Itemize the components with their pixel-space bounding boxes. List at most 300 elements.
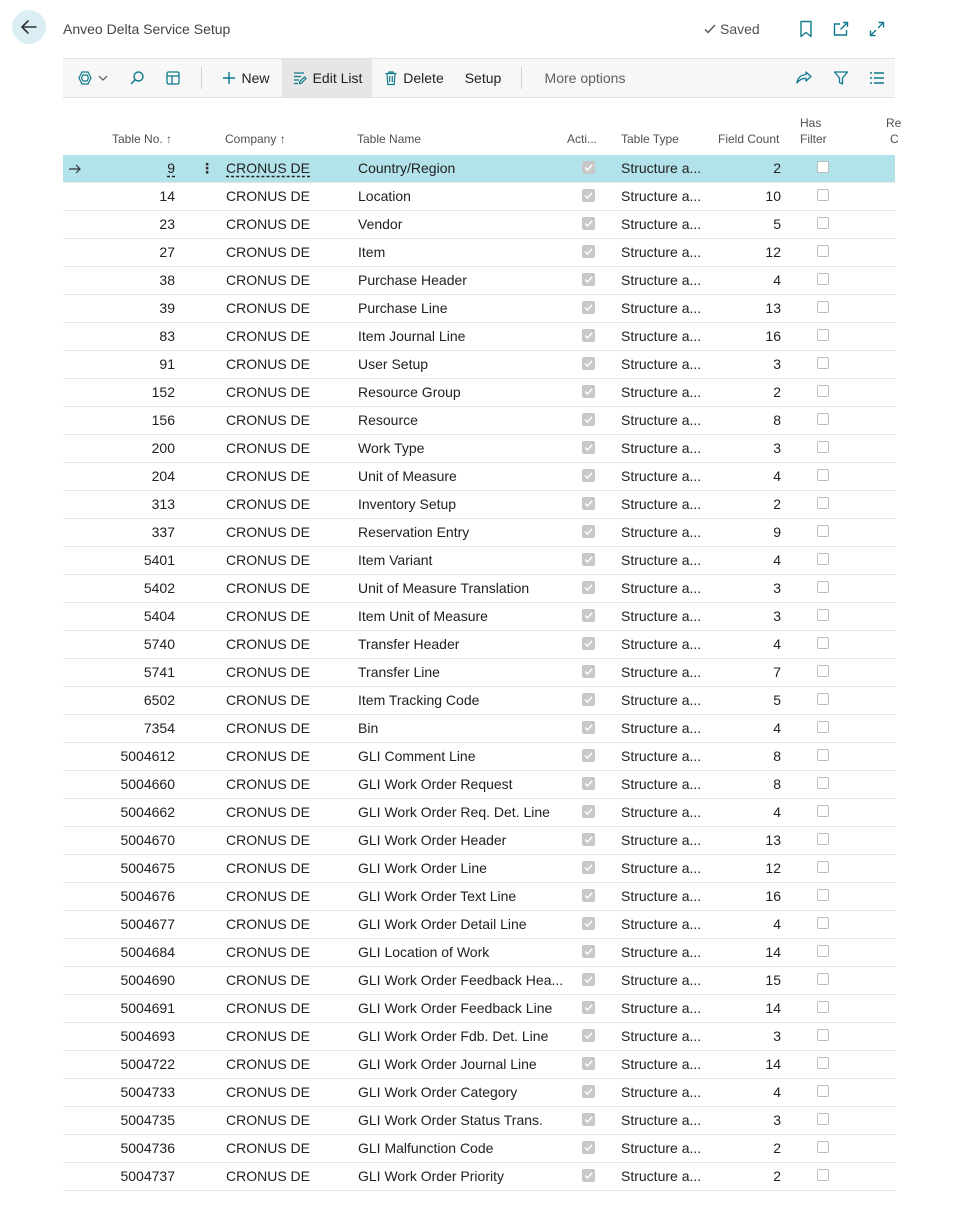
has-filter-checkbox[interactable] <box>817 301 829 313</box>
expand-button[interactable] <box>866 18 888 40</box>
cell-table-type[interactable]: Structure a... <box>621 160 702 176</box>
table-row[interactable] <box>63 967 895 995</box>
cell-table-name[interactable]: Item <box>358 244 386 260</box>
cell-table-type[interactable]: Structure a... <box>621 1028 702 1044</box>
has-filter-checkbox[interactable] <box>817 1169 829 1181</box>
cell-table-name[interactable]: GLI Work Order Header <box>358 832 507 848</box>
cell-table-name[interactable]: Transfer Header <box>358 636 460 652</box>
cell-table-no[interactable]: 5004612 <box>120 748 175 764</box>
cell-company[interactable]: CRONUS DE <box>226 944 311 960</box>
table-row[interactable] <box>63 379 895 407</box>
cell-field-count[interactable]: 4 <box>773 272 781 288</box>
cell-field-count[interactable]: 13 <box>765 832 781 848</box>
cell-company[interactable]: CRONUS DE <box>226 832 311 848</box>
cell-table-no[interactable]: 204 <box>151 468 175 484</box>
has-filter-checkbox[interactable] <box>817 385 829 397</box>
has-filter-checkbox[interactable] <box>817 497 829 509</box>
cell-table-no[interactable]: 5004662 <box>120 804 175 820</box>
active-checkbox <box>582 637 595 650</box>
cell-company[interactable]: CRONUS DE <box>226 524 311 540</box>
has-filter-checkbox[interactable] <box>817 637 829 649</box>
cell-table-type[interactable]: Structure a... <box>621 188 702 204</box>
cell-table-type[interactable]: Structure a... <box>621 300 702 316</box>
cell-field-count[interactable]: 3 <box>773 440 781 456</box>
cell-table-no[interactable]: 200 <box>151 440 175 456</box>
cell-table-name[interactable]: Transfer Line <box>358 664 440 680</box>
cell-field-count[interactable]: 2 <box>773 1168 781 1184</box>
has-filter-checkbox[interactable] <box>817 1057 829 1069</box>
table-row[interactable] <box>63 1051 895 1079</box>
cell-table-name[interactable]: Vendor <box>358 216 403 232</box>
has-filter-checkbox[interactable] <box>817 1001 829 1013</box>
table-row[interactable] <box>63 239 895 267</box>
cell-table-name[interactable]: GLI Work Order Status Trans. <box>358 1112 543 1128</box>
filter-button[interactable] <box>829 59 853 97</box>
table-row[interactable] <box>63 435 895 463</box>
cell-table-name[interactable]: GLI Work Order Fdb. Det. Line <box>358 1028 549 1044</box>
cell-table-name[interactable]: GLI Work Order Detail Line <box>358 916 527 932</box>
cell-company[interactable]: CRONUS DE <box>226 860 311 876</box>
cell-table-type[interactable]: Structure a... <box>621 328 702 344</box>
cell-table-name[interactable]: GLI Work Order Priority <box>358 1168 504 1184</box>
layout-button[interactable] <box>161 59 185 97</box>
table-row[interactable] <box>63 575 895 603</box>
has-filter-checkbox[interactable] <box>817 329 829 341</box>
cell-table-type[interactable]: Structure a... <box>621 888 702 904</box>
cell-field-count[interactable]: 14 <box>765 1056 781 1072</box>
new-button[interactable] <box>215 59 277 97</box>
cell-table-type[interactable]: Structure a... <box>621 916 702 932</box>
open-new-window-button[interactable] <box>830 18 852 40</box>
table-row[interactable] <box>63 855 895 883</box>
cell-table-name[interactable]: GLI Work Order Req. Det. Line <box>358 804 550 820</box>
copilot-button[interactable] <box>73 59 111 97</box>
cell-field-count[interactable]: 2 <box>773 384 781 400</box>
cell-table-type[interactable]: Structure a... <box>621 972 702 988</box>
has-filter-checkbox[interactable] <box>817 413 829 425</box>
cell-table-type[interactable]: Structure a... <box>621 272 702 288</box>
cell-field-count[interactable]: 3 <box>773 356 781 372</box>
col-header-has-filter-line1[interactable]: Has <box>800 116 822 130</box>
cell-table-no[interactable]: 23 <box>159 216 175 232</box>
back-button[interactable] <box>12 10 46 44</box>
saved-status <box>703 21 760 37</box>
cell-table-type[interactable]: Structure a... <box>621 1000 702 1016</box>
has-filter-checkbox[interactable] <box>817 525 829 537</box>
cell-table-no[interactable]: 5004670 <box>120 832 175 848</box>
cell-table-no[interactable]: 5004737 <box>120 1168 175 1184</box>
has-filter-checkbox[interactable] <box>817 945 829 957</box>
table-row[interactable] <box>63 799 895 827</box>
cell-table-type[interactable]: Structure a... <box>621 804 702 820</box>
cell-field-count[interactable]: 4 <box>773 1084 781 1100</box>
table-row[interactable] <box>63 743 895 771</box>
cell-table-no[interactable]: 5740 <box>143 636 175 652</box>
cell-company[interactable]: CRONUS DE <box>226 972 311 988</box>
cell-table-name[interactable]: GLI Work Order Text Line <box>358 888 517 904</box>
search-icon <box>129 70 145 86</box>
cell-table-name[interactable]: GLI Comment Line <box>358 748 476 764</box>
cell-field-count[interactable]: 8 <box>773 412 781 428</box>
delete-button[interactable] <box>379 59 449 97</box>
cell-company[interactable]: CRONUS DE <box>226 468 311 484</box>
cell-table-no[interactable]: 5004675 <box>120 860 175 876</box>
cell-table-no[interactable]: 38 <box>159 272 175 288</box>
has-filter-checkbox[interactable] <box>817 665 829 677</box>
cell-table-name[interactable]: Reservation Entry <box>358 524 470 540</box>
cell-table-name[interactable]: User Setup <box>358 356 429 372</box>
cell-table-name[interactable]: GLI Work Order Feedback Hea... <box>358 972 564 988</box>
chevron-down-icon <box>98 74 108 82</box>
has-filter-checkbox[interactable] <box>817 441 829 453</box>
cell-table-no[interactable]: 5004691 <box>120 1000 175 1016</box>
cell-table-type[interactable]: Structure a... <box>621 1056 702 1072</box>
more-options-button[interactable] <box>535 59 635 97</box>
cell-table-type[interactable]: Structure a... <box>621 244 702 260</box>
share-button[interactable] <box>791 59 817 97</box>
cell-table-name[interactable]: GLI Malfunction Code <box>358 1140 494 1156</box>
cell-field-count[interactable]: 10 <box>765 188 781 204</box>
col-header-has-filter-line2[interactable]: Filter <box>800 132 827 146</box>
cell-table-name[interactable]: GLI Work Order Feedback Line <box>358 1000 553 1016</box>
cell-field-count[interactable]: 9 <box>773 524 781 540</box>
cell-company[interactable]: CRONUS DE <box>226 636 311 652</box>
has-filter-checkbox[interactable] <box>817 721 829 733</box>
cell-company[interactable]: CRONUS DE <box>226 328 311 344</box>
cell-table-no[interactable]: 5004736 <box>120 1140 175 1156</box>
cell-table-type[interactable]: Structure a... <box>621 468 702 484</box>
cell-field-count[interactable]: 14 <box>765 1000 781 1016</box>
cell-company[interactable]: CRONUS DE <box>226 1140 311 1156</box>
cell-table-name[interactable]: Bin <box>358 720 379 736</box>
cell-field-count[interactable]: 4 <box>773 804 781 820</box>
table-row[interactable] <box>63 827 895 855</box>
cell-table-no[interactable]: 313 <box>151 496 175 512</box>
table-row[interactable] <box>63 659 895 687</box>
col-header-table-type[interactable]: Table Type <box>621 132 679 146</box>
table-row[interactable] <box>63 295 895 323</box>
cell-table-name[interactable]: GLI Work Order Category <box>358 1084 518 1100</box>
cell-table-no[interactable]: 9 <box>167 160 175 176</box>
table-row[interactable] <box>63 547 895 575</box>
cell-table-type[interactable]: Structure a... <box>621 440 702 456</box>
has-filter-checkbox[interactable] <box>817 889 829 901</box>
cell-table-type[interactable]: Structure a... <box>621 1112 702 1128</box>
cell-table-no[interactable]: 14 <box>159 188 175 204</box>
table-row[interactable] <box>63 351 895 379</box>
cell-table-type[interactable]: Structure a... <box>621 664 702 680</box>
cell-field-count[interactable]: 2 <box>773 496 781 512</box>
cell-field-count[interactable]: 4 <box>773 468 781 484</box>
cell-field-count[interactable]: 5 <box>773 216 781 232</box>
cell-company[interactable]: CRONUS DE <box>226 272 311 288</box>
has-filter-checkbox[interactable] <box>817 161 829 173</box>
cell-table-type[interactable]: Structure a... <box>621 944 702 960</box>
edit-list-button[interactable] <box>282 59 372 97</box>
table-row[interactable] <box>63 911 895 939</box>
has-filter-checkbox[interactable] <box>817 1029 829 1041</box>
has-filter-checkbox[interactable] <box>817 861 829 873</box>
has-filter-checkbox[interactable] <box>817 1113 829 1125</box>
cell-company[interactable]: CRONUS DE <box>226 216 311 232</box>
cell-table-type[interactable]: Structure a... <box>621 1168 702 1184</box>
cell-table-type[interactable]: Structure a... <box>621 608 702 624</box>
has-filter-checkbox[interactable] <box>817 973 829 985</box>
ellipsis-vertical-icon[interactable]: ⋮ <box>200 160 214 176</box>
cell-table-no[interactable]: 7354 <box>143 720 175 736</box>
cell-company[interactable]: CRONUS DE <box>226 440 311 456</box>
table-row[interactable] <box>63 939 895 967</box>
cell-table-no[interactable]: 152 <box>151 384 175 400</box>
cell-field-count[interactable]: 4 <box>773 720 781 736</box>
cell-table-no[interactable]: 5004693 <box>120 1028 175 1044</box>
cell-company[interactable]: CRONUS DE <box>226 244 311 260</box>
has-filter-checkbox[interactable] <box>817 609 829 621</box>
cell-table-type[interactable]: Structure a... <box>621 748 702 764</box>
cell-company[interactable]: CRONUS DE <box>226 1028 311 1044</box>
edit-list-label: Edit List <box>312 70 363 86</box>
cell-company[interactable]: CRONUS DE <box>226 748 311 764</box>
has-filter-checkbox[interactable] <box>817 1085 829 1097</box>
cell-table-type[interactable]: Structure a... <box>621 524 702 540</box>
cell-field-count[interactable]: 7 <box>773 664 781 680</box>
cell-company[interactable]: CRONUS DE <box>226 412 311 428</box>
cell-table-no[interactable]: 5004722 <box>120 1056 175 1072</box>
has-filter-checkbox[interactable] <box>817 245 829 257</box>
cell-field-count[interactable]: 16 <box>765 888 781 904</box>
cell-table-type[interactable]: Structure a... <box>621 384 702 400</box>
has-filter-checkbox[interactable] <box>817 693 829 705</box>
cell-table-type[interactable]: Structure a... <box>621 356 702 372</box>
cell-table-name[interactable]: GLI Location of Work <box>358 944 490 960</box>
active-checkbox <box>582 525 595 538</box>
cell-company[interactable]: CRONUS DE <box>226 552 311 568</box>
cell-table-no[interactable]: 6502 <box>143 692 175 708</box>
table-row[interactable] <box>63 1023 895 1051</box>
cell-company[interactable]: CRONUS DE <box>226 804 311 820</box>
cell-table-no[interactable]: 337 <box>151 524 175 540</box>
cell-company[interactable]: CRONUS DE <box>226 916 311 932</box>
cell-company[interactable]: CRONUS DE <box>226 1084 311 1100</box>
cell-field-count[interactable]: 12 <box>765 244 781 260</box>
cell-table-name[interactable]: Purchase Header <box>358 272 467 288</box>
cell-table-type[interactable]: Structure a... <box>621 776 702 792</box>
table-row[interactable] <box>63 631 895 659</box>
has-filter-checkbox[interactable] <box>817 833 829 845</box>
col-header-next-line1[interactable]: Re <box>886 116 902 130</box>
cell-table-type[interactable]: Structure a... <box>621 1140 702 1156</box>
active-checkbox <box>582 1057 595 1070</box>
cell-table-name[interactable]: Item Variant <box>358 552 433 568</box>
cell-table-type[interactable]: Structure a... <box>621 720 702 736</box>
cell-table-name[interactable]: Item Tracking Code <box>358 692 480 708</box>
cell-field-count[interactable]: 8 <box>773 776 781 792</box>
cell-table-name[interactable]: Purchase Line <box>358 300 448 316</box>
cell-table-type[interactable]: Structure a... <box>621 412 702 428</box>
cell-table-name[interactable]: Inventory Setup <box>358 496 457 512</box>
cell-table-name[interactable]: GLI Work Order Request <box>358 776 513 792</box>
table-row[interactable] <box>63 155 895 183</box>
cell-table-no[interactable]: 5004684 <box>120 944 175 960</box>
table-row[interactable] <box>63 687 895 715</box>
cell-field-count[interactable]: 13 <box>765 300 781 316</box>
cell-company[interactable]: CRONUS DE <box>226 608 311 624</box>
cell-field-count[interactable]: 2 <box>773 1140 781 1156</box>
cell-company[interactable]: CRONUS DE <box>226 384 311 400</box>
table-row[interactable] <box>63 183 895 211</box>
cell-field-count[interactable]: 16 <box>765 328 781 344</box>
cell-table-no[interactable]: 91 <box>159 356 175 372</box>
table-row[interactable] <box>63 407 895 435</box>
cell-table-no[interactable]: 5401 <box>143 552 175 568</box>
has-filter-checkbox[interactable] <box>817 1141 829 1153</box>
active-checkbox <box>582 385 595 398</box>
cell-table-no[interactable]: 5004735 <box>120 1112 175 1128</box>
bookmark-button[interactable] <box>795 18 817 40</box>
cell-table-no[interactable]: 27 <box>159 244 175 260</box>
cell-company[interactable]: CRONUS DE <box>226 720 311 736</box>
table-row[interactable] <box>63 1107 895 1135</box>
cell-field-count[interactable]: 8 <box>773 748 781 764</box>
cell-table-name[interactable]: Item Unit of Measure <box>358 608 488 624</box>
cell-table-name[interactable]: Location <box>358 188 411 204</box>
new-label: New <box>241 70 270 86</box>
cell-table-name[interactable]: GLI Work Order Line <box>358 860 487 876</box>
cell-field-count[interactable]: 15 <box>765 972 781 988</box>
cell-table-type[interactable]: Structure a... <box>621 552 702 568</box>
cell-table-type[interactable]: Structure a... <box>621 1084 702 1100</box>
cell-company[interactable]: CRONUS DE <box>226 776 311 792</box>
cell-table-name[interactable]: Country/Region <box>358 160 456 176</box>
has-filter-checkbox[interactable] <box>817 553 829 565</box>
cell-company[interactable]: CRONUS DE <box>226 496 311 512</box>
cell-table-name[interactable]: Work Type <box>358 440 425 456</box>
has-filter-checkbox[interactable] <box>817 749 829 761</box>
has-filter-checkbox[interactable] <box>817 469 829 481</box>
table-row[interactable] <box>63 267 895 295</box>
cell-table-no[interactable]: 83 <box>159 328 175 344</box>
cell-company[interactable]: CRONUS DE <box>226 692 311 708</box>
cell-table-name[interactable]: Resource Group <box>358 384 461 400</box>
cell-company[interactable]: CRONUS DE <box>226 1168 311 1184</box>
has-filter-checkbox[interactable] <box>817 917 829 929</box>
cell-company[interactable]: CRONUS DE <box>226 1000 311 1016</box>
cell-field-count[interactable]: 3 <box>773 1028 781 1044</box>
cell-table-name[interactable]: Unit of Measure <box>358 468 457 484</box>
table-row[interactable] <box>63 491 895 519</box>
cell-field-count[interactable]: 12 <box>765 860 781 876</box>
cell-table-type[interactable]: Structure a... <box>621 692 702 708</box>
cell-company[interactable]: CRONUS DE <box>226 664 311 680</box>
table-row[interactable] <box>63 995 895 1023</box>
table-row[interactable] <box>63 1135 895 1163</box>
cell-table-no[interactable]: 5004676 <box>120 888 175 904</box>
filter-icon <box>833 70 849 86</box>
table-row[interactable] <box>63 883 895 911</box>
table-row[interactable] <box>63 1163 895 1191</box>
cell-company[interactable]: CRONUS DE <box>226 1112 311 1128</box>
has-filter-checkbox[interactable] <box>817 217 829 229</box>
cell-field-count[interactable]: 3 <box>773 608 781 624</box>
cell-table-no[interactable]: 156 <box>151 412 175 428</box>
has-filter-checkbox[interactable] <box>817 777 829 789</box>
back-arrow-icon <box>20 18 38 36</box>
cell-table-no[interactable]: 5004733 <box>120 1084 175 1100</box>
cell-field-count[interactable]: 14 <box>765 944 781 960</box>
cell-field-count[interactable]: 2 <box>773 160 781 176</box>
col-header-next-line2[interactable]: C <box>890 132 899 146</box>
cell-table-no[interactable]: 5004660 <box>120 776 175 792</box>
search-button[interactable] <box>125 59 149 97</box>
cell-table-no[interactable]: 39 <box>159 300 175 316</box>
cell-field-count[interactable]: 4 <box>773 552 781 568</box>
table-row[interactable] <box>63 715 895 743</box>
saved-label: Saved <box>720 21 760 37</box>
cell-table-name[interactable]: GLI Work Order Journal Line <box>358 1056 537 1072</box>
has-filter-checkbox[interactable] <box>817 581 829 593</box>
cell-table-no[interactable]: 5004690 <box>120 972 175 988</box>
expand-icon <box>868 20 886 38</box>
cell-table-no[interactable]: 5741 <box>143 664 175 680</box>
table-row[interactable] <box>63 771 895 799</box>
active-checkbox <box>582 1169 595 1182</box>
has-filter-checkbox[interactable] <box>817 357 829 369</box>
cell-company[interactable]: CRONUS DE <box>226 1056 311 1072</box>
cell-table-no[interactable]: 5402 <box>143 580 175 596</box>
cell-field-count[interactable]: 4 <box>773 636 781 652</box>
has-filter-checkbox[interactable] <box>817 273 829 285</box>
col-header-table-no[interactable]: Table No. ↑ <box>112 132 173 146</box>
list-view-button[interactable] <box>865 59 889 97</box>
cell-table-name[interactable]: Item Journal Line <box>358 328 466 344</box>
cell-company[interactable]: CRONUS DE <box>226 888 311 904</box>
cell-company[interactable]: CRONUS DE <box>226 160 311 176</box>
cell-field-count[interactable]: 5 <box>773 692 781 708</box>
cell-table-no[interactable]: 5404 <box>143 608 175 624</box>
table-row[interactable] <box>63 1079 895 1107</box>
cell-company[interactable]: CRONUS DE <box>226 300 311 316</box>
has-filter-checkbox[interactable] <box>817 805 829 817</box>
col-header-company[interactable]: Company ↑ <box>225 132 286 146</box>
table-row[interactable] <box>63 211 895 239</box>
cell-table-type[interactable]: Structure a... <box>621 636 702 652</box>
table-row[interactable] <box>63 603 895 631</box>
cell-table-type[interactable]: Structure a... <box>621 580 702 596</box>
cell-company[interactable]: CRONUS DE <box>226 188 311 204</box>
cell-table-type[interactable]: Structure a... <box>621 832 702 848</box>
toolbar-divider <box>521 67 522 89</box>
cell-field-count[interactable]: 3 <box>773 1112 781 1128</box>
cell-table-type[interactable]: Structure a... <box>621 216 702 232</box>
table-row[interactable] <box>63 519 895 547</box>
cell-table-type[interactable]: Structure a... <box>621 496 702 512</box>
col-header-active[interactable]: Acti... <box>567 132 598 146</box>
cell-company[interactable]: CRONUS DE <box>226 580 311 596</box>
cell-table-name[interactable]: Unit of Measure Translation <box>358 580 530 596</box>
cell-company[interactable]: CRONUS DE <box>226 356 311 372</box>
table-row[interactable] <box>63 463 895 491</box>
cell-field-count[interactable]: 4 <box>773 916 781 932</box>
cell-table-no[interactable]: 5004677 <box>120 916 175 932</box>
setup-button[interactable] <box>457 59 509 97</box>
table-row[interactable] <box>63 323 895 351</box>
cell-field-count[interactable]: 3 <box>773 580 781 596</box>
cell-table-type[interactable]: Structure a... <box>621 860 702 876</box>
has-filter-checkbox[interactable] <box>817 189 829 201</box>
cell-table-name[interactable]: Resource <box>358 412 418 428</box>
col-header-table-name[interactable]: Table Name <box>357 132 422 146</box>
col-header-field-count[interactable]: Field Count <box>718 132 780 146</box>
